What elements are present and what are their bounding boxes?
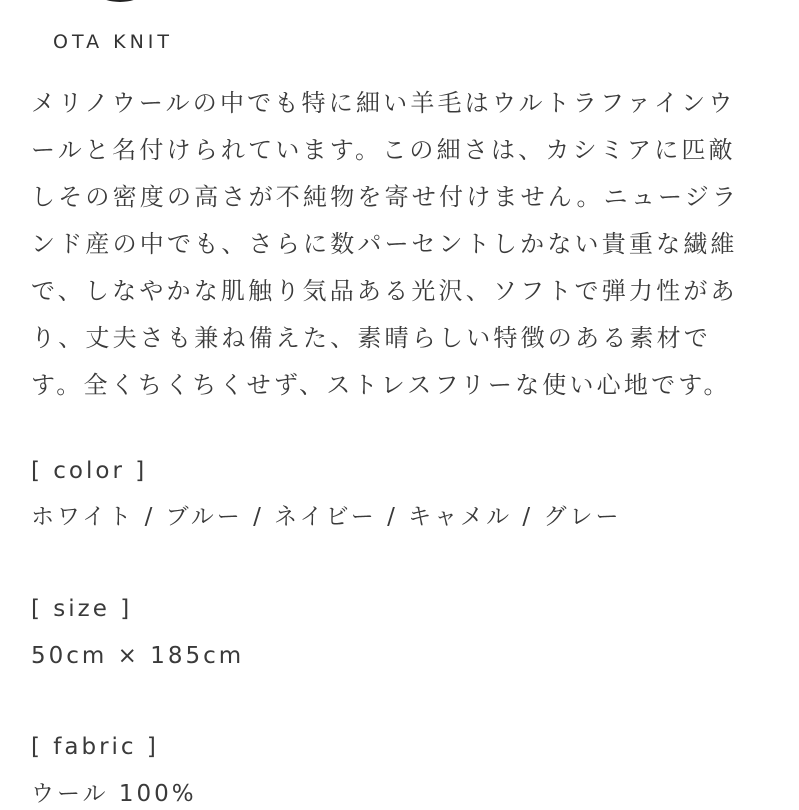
color-heading: [ color ] <box>31 458 148 484</box>
description-line: す。全くちくちくせず、ストレスフリーな使い心地です。 <box>31 371 731 399</box>
description-line: メリノウールの中でも特に細い羊毛はウルトラファインウ <box>31 89 736 117</box>
description-line: り、丈夫さも兼ね備えた、素晴らしい特徴のある素材で <box>31 324 711 352</box>
description-line: しその密度の高さが不純物を寄せ付けません。ニュージラ <box>31 183 740 211</box>
fabric-value: ウール 100% <box>31 781 197 807</box>
product-description <box>31 80 776 409</box>
size-value: 50cm × 185cm <box>31 643 245 669</box>
brand-logo-mark <box>82 0 158 2</box>
description-line: ールと名付けられています。この細さは、カシミアに匹敵 <box>31 136 736 164</box>
description-line: で、しなやかな肌触り気品ある光沢、ソフトで弾力性があ <box>31 277 738 305</box>
size-heading: [ size ] <box>31 596 133 622</box>
fabric-heading: [ fabric ] <box>31 734 159 760</box>
brand-name: OTA KNIT <box>53 31 174 53</box>
description-line: ンド産の中でも、さらに数パーセントしかない貴重な繊維 <box>31 230 738 258</box>
color-value: ホワイト / ブルー / ネイビー / キャメル / グレー <box>31 504 622 530</box>
